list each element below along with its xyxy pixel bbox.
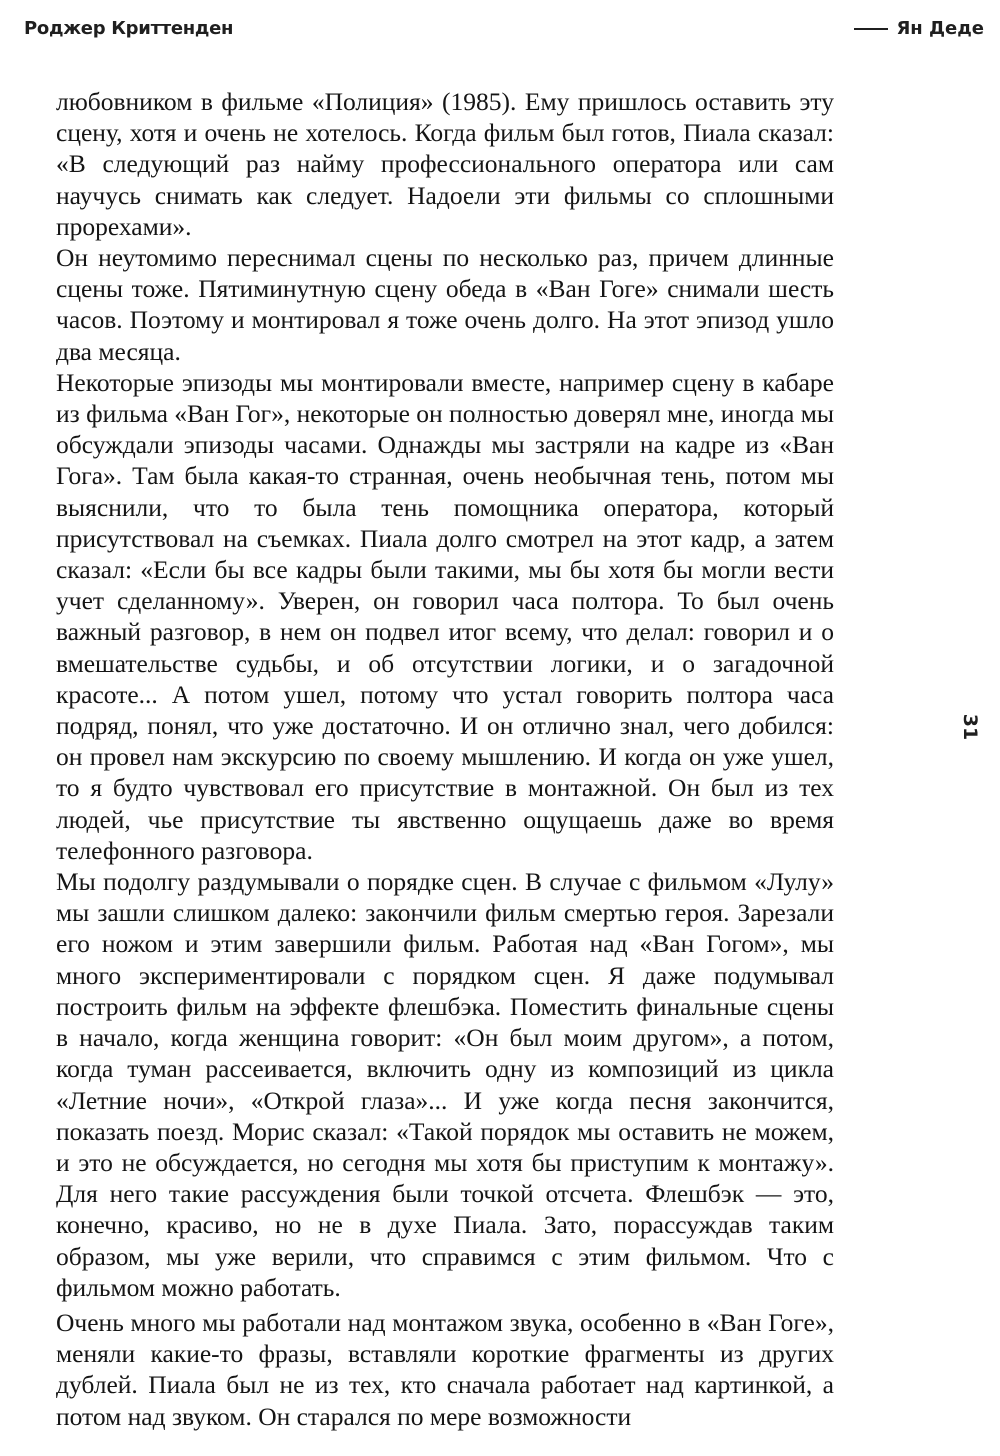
em-dash-rule bbox=[854, 28, 888, 30]
paragraph: Очень много мы работали над монтажом звука, особенно в «Ван Гоге», меняли какие-то фразы, вставляли короткие фрагменты из других дублей. Пиала был не из тех, кто сначала работает над картинкой, а потом над звуком. Он старался по мере возможности bbox=[56, 1307, 834, 1431]
paragraph: Некоторые эпизоды мы монтировали вместе, например сцену в кабаре из фильма «Ван Гог», некоторые он полностью доверял мне, иногда мы обсуждали эпизоды часами. Однажды мы застряли на кадре из «Ван Гога». Там была какая-то странная, очень необычная тень, потом мы выяснили, что то была тень помощника оператора, который присутствовал на съемках. Пиала долго смотрел на этот кадр, а затем сказал: «Если бы все кадры были такими, мы бы хотя бы могли вести учет сделанному». Уверен, он говорил часа полтора. То был очень важный разговор, в нем он подвел итог всему, что делал: говорил и о вмешательстве судьбы, и об отсутствии логики, и о загадочной красоте... А потом ушел, потому что устал говорить полтора часа подряд, понял, что уже достаточно. И он отлично знал, чего добился: он провел нам экскурсию по своему мышлению. И когда он уже ушел, то я будто чувствовал его присутствие в монтажной. Он был из тех людей, чье присутствие ты явственно ощущаешь даже во время телефонного разговора. bbox=[56, 367, 834, 865]
running-head-chapter-title: Ян Деде bbox=[896, 18, 984, 39]
paragraph: Мы подолгу раздумывали о порядке сцен. В случае с фильмом «Лулу» мы зашли слишком далеко: закончили фильм смертью героя. Зарезали его ножом и этим завершили фильм. Работая над «Ван Гогом», мы много экспериментировали с порядком сцен. Я даже подумывал построить фильм на эффекте флешбэка. Поместить финальные сцены в начало, когда женщина говорит: «Он был моим другом», а потом, когда туман рассеивается, включить одну из композиций из цикла «Летние ночи», «Открой глаза»... И уже когда песня закончится, показать поезд. Морис сказал: «Такой порядок мы оставить не можем, и это не обсуждается, но сегодня мы хотя бы приступим к монтажу». Для него такие рассуждения были точкой отсчета. Флешбэк — это, конечно, красиво, но не в духе Пиала. Зато, порассуждав таким образом, мы уже верили, что справимся с этим фильмом. Что с фильмом можно работать. bbox=[56, 867, 834, 1302]
running-head-author: Роджер Криттенден bbox=[24, 18, 234, 39]
running-head-chapter bbox=[854, 18, 984, 39]
body-text bbox=[56, 86, 834, 1432]
page-number: 31 bbox=[959, 713, 981, 741]
paragraph: любовником в фильме «Полиция» (1985). Ему пришлось оставить эту сцену, хотя и очень не хотелось. Когда фильм был готов, Пиала сказал: «В следующий раз найму профессионального оператора или сам научусь снимать как следует. Надоели эти фильмы со сплошными прорехами». bbox=[56, 87, 834, 241]
paragraph: Он неутомимо переснимал сцены по несколько раз, причем длинные сцены тоже. Пятиминутную сцену обеда в «Ван Гоге» снимали шесть часов. Поэтому и монтировал я тоже очень долго. На этот эпизод ушло два месяца. bbox=[56, 243, 834, 366]
